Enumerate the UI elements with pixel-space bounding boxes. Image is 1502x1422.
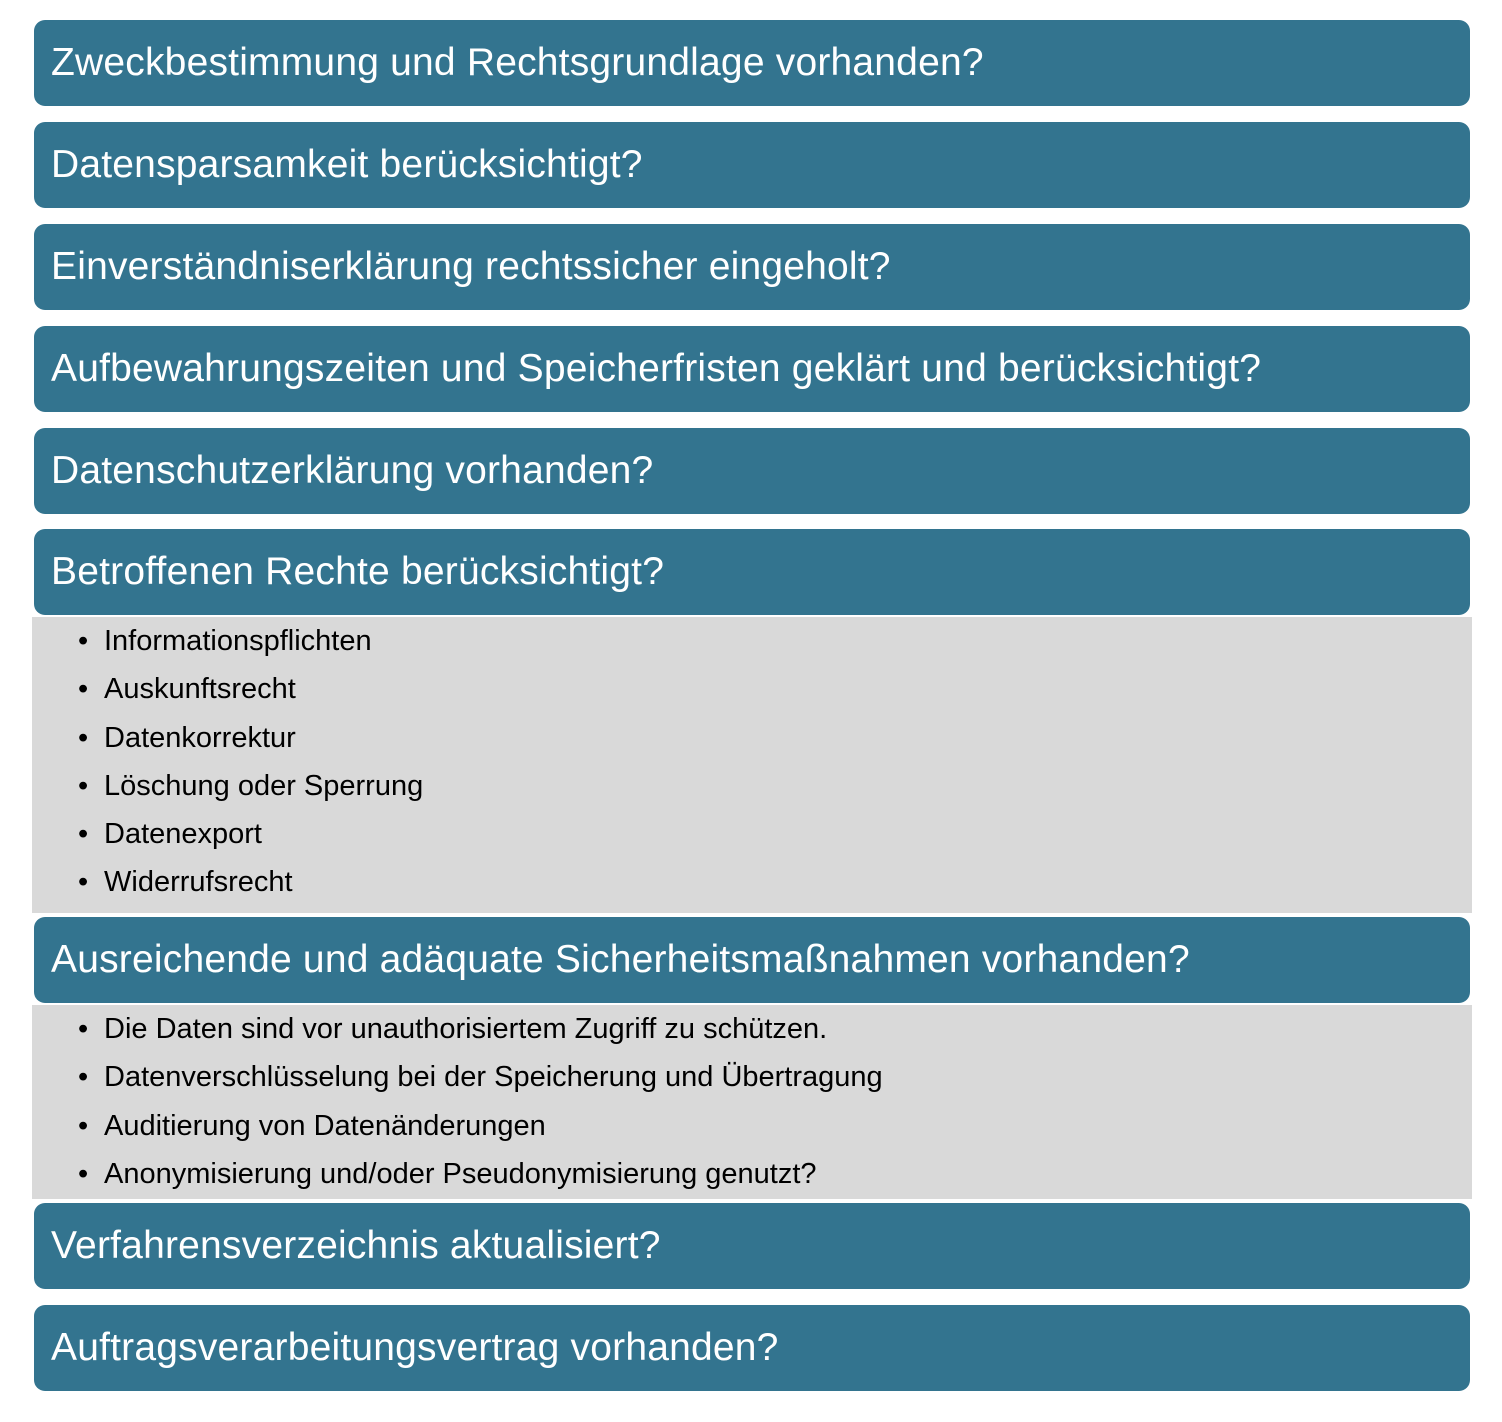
- detail-bullet: • Die Daten sind vor unauthorisiertem Zugriff zu schützen.: [104, 1005, 1472, 1053]
- checklist-item-auftragsverarbeitung: [34, 1305, 1470, 1391]
- checklist-item-zweckbestimmung: [34, 20, 1470, 106]
- checklist-item-title: Datenschutzerklärung vorhanden?: [51, 449, 654, 492]
- detail-bullet: • Datenexport: [104, 810, 1472, 858]
- checklist-item-einverstaendnis: [34, 224, 1470, 310]
- checklist-item-title: Betroffenen Rechte berücksichtigt?: [51, 550, 665, 593]
- detail-bullet: • Auskunftsrecht: [104, 665, 1472, 713]
- sicherheitsmassnahmen-details: [32, 1005, 1472, 1199]
- checklist-item-title: Datensparsamkeit berücksichtigt?: [51, 143, 643, 186]
- checklist-item-aufbewahrung: [34, 326, 1470, 412]
- detail-bullet: • Datenverschlüsselung bei der Speicherung und Übertragung: [104, 1053, 1472, 1101]
- detail-bullet: • Auditierung von Datenänderungen: [104, 1102, 1472, 1150]
- checklist-item-title: Aufbewahrungszeiten und Speicherfristen geklärt und berücksichtigt?: [51, 347, 1262, 390]
- detail-bullet: • Löschung oder Sperrung: [104, 762, 1472, 810]
- detail-bullet: • Widerrufsrecht: [104, 858, 1472, 906]
- checklist-item-betroffenenrechte: [34, 529, 1470, 615]
- detail-bullet: • Anonymisierung und/oder Pseudonymisierung genutzt?: [104, 1150, 1472, 1198]
- checklist-item-datensparsamkeit: [34, 122, 1470, 208]
- detail-bullet: • Datenkorrektur: [104, 714, 1472, 762]
- checklist-item-title: Ausreichende und adäquate Sicherheitsmaßnahmen vorhanden?: [51, 938, 1190, 981]
- checklist-item-title: Verfahrensverzeichnis aktualisiert?: [51, 1224, 661, 1267]
- detail-bullet: • Informationspflichten: [104, 617, 1472, 665]
- checklist-item-title: Auftragsverarbeitungsvertrag vorhanden?: [51, 1326, 779, 1369]
- checklist-item-datenschutzerklaerung: [34, 428, 1470, 514]
- betroffenenrechte-details: [32, 617, 1472, 913]
- checklist-item-title: Zweckbestimmung und Rechtsgrundlage vorhanden?: [51, 41, 984, 84]
- checklist-item-verfahrensverzeichnis: [34, 1203, 1470, 1289]
- checklist-item-sicherheitsmassnahmen: [34, 917, 1470, 1003]
- checklist-item-title: Einverständniserklärung rechtssicher eingeholt?: [51, 245, 891, 288]
